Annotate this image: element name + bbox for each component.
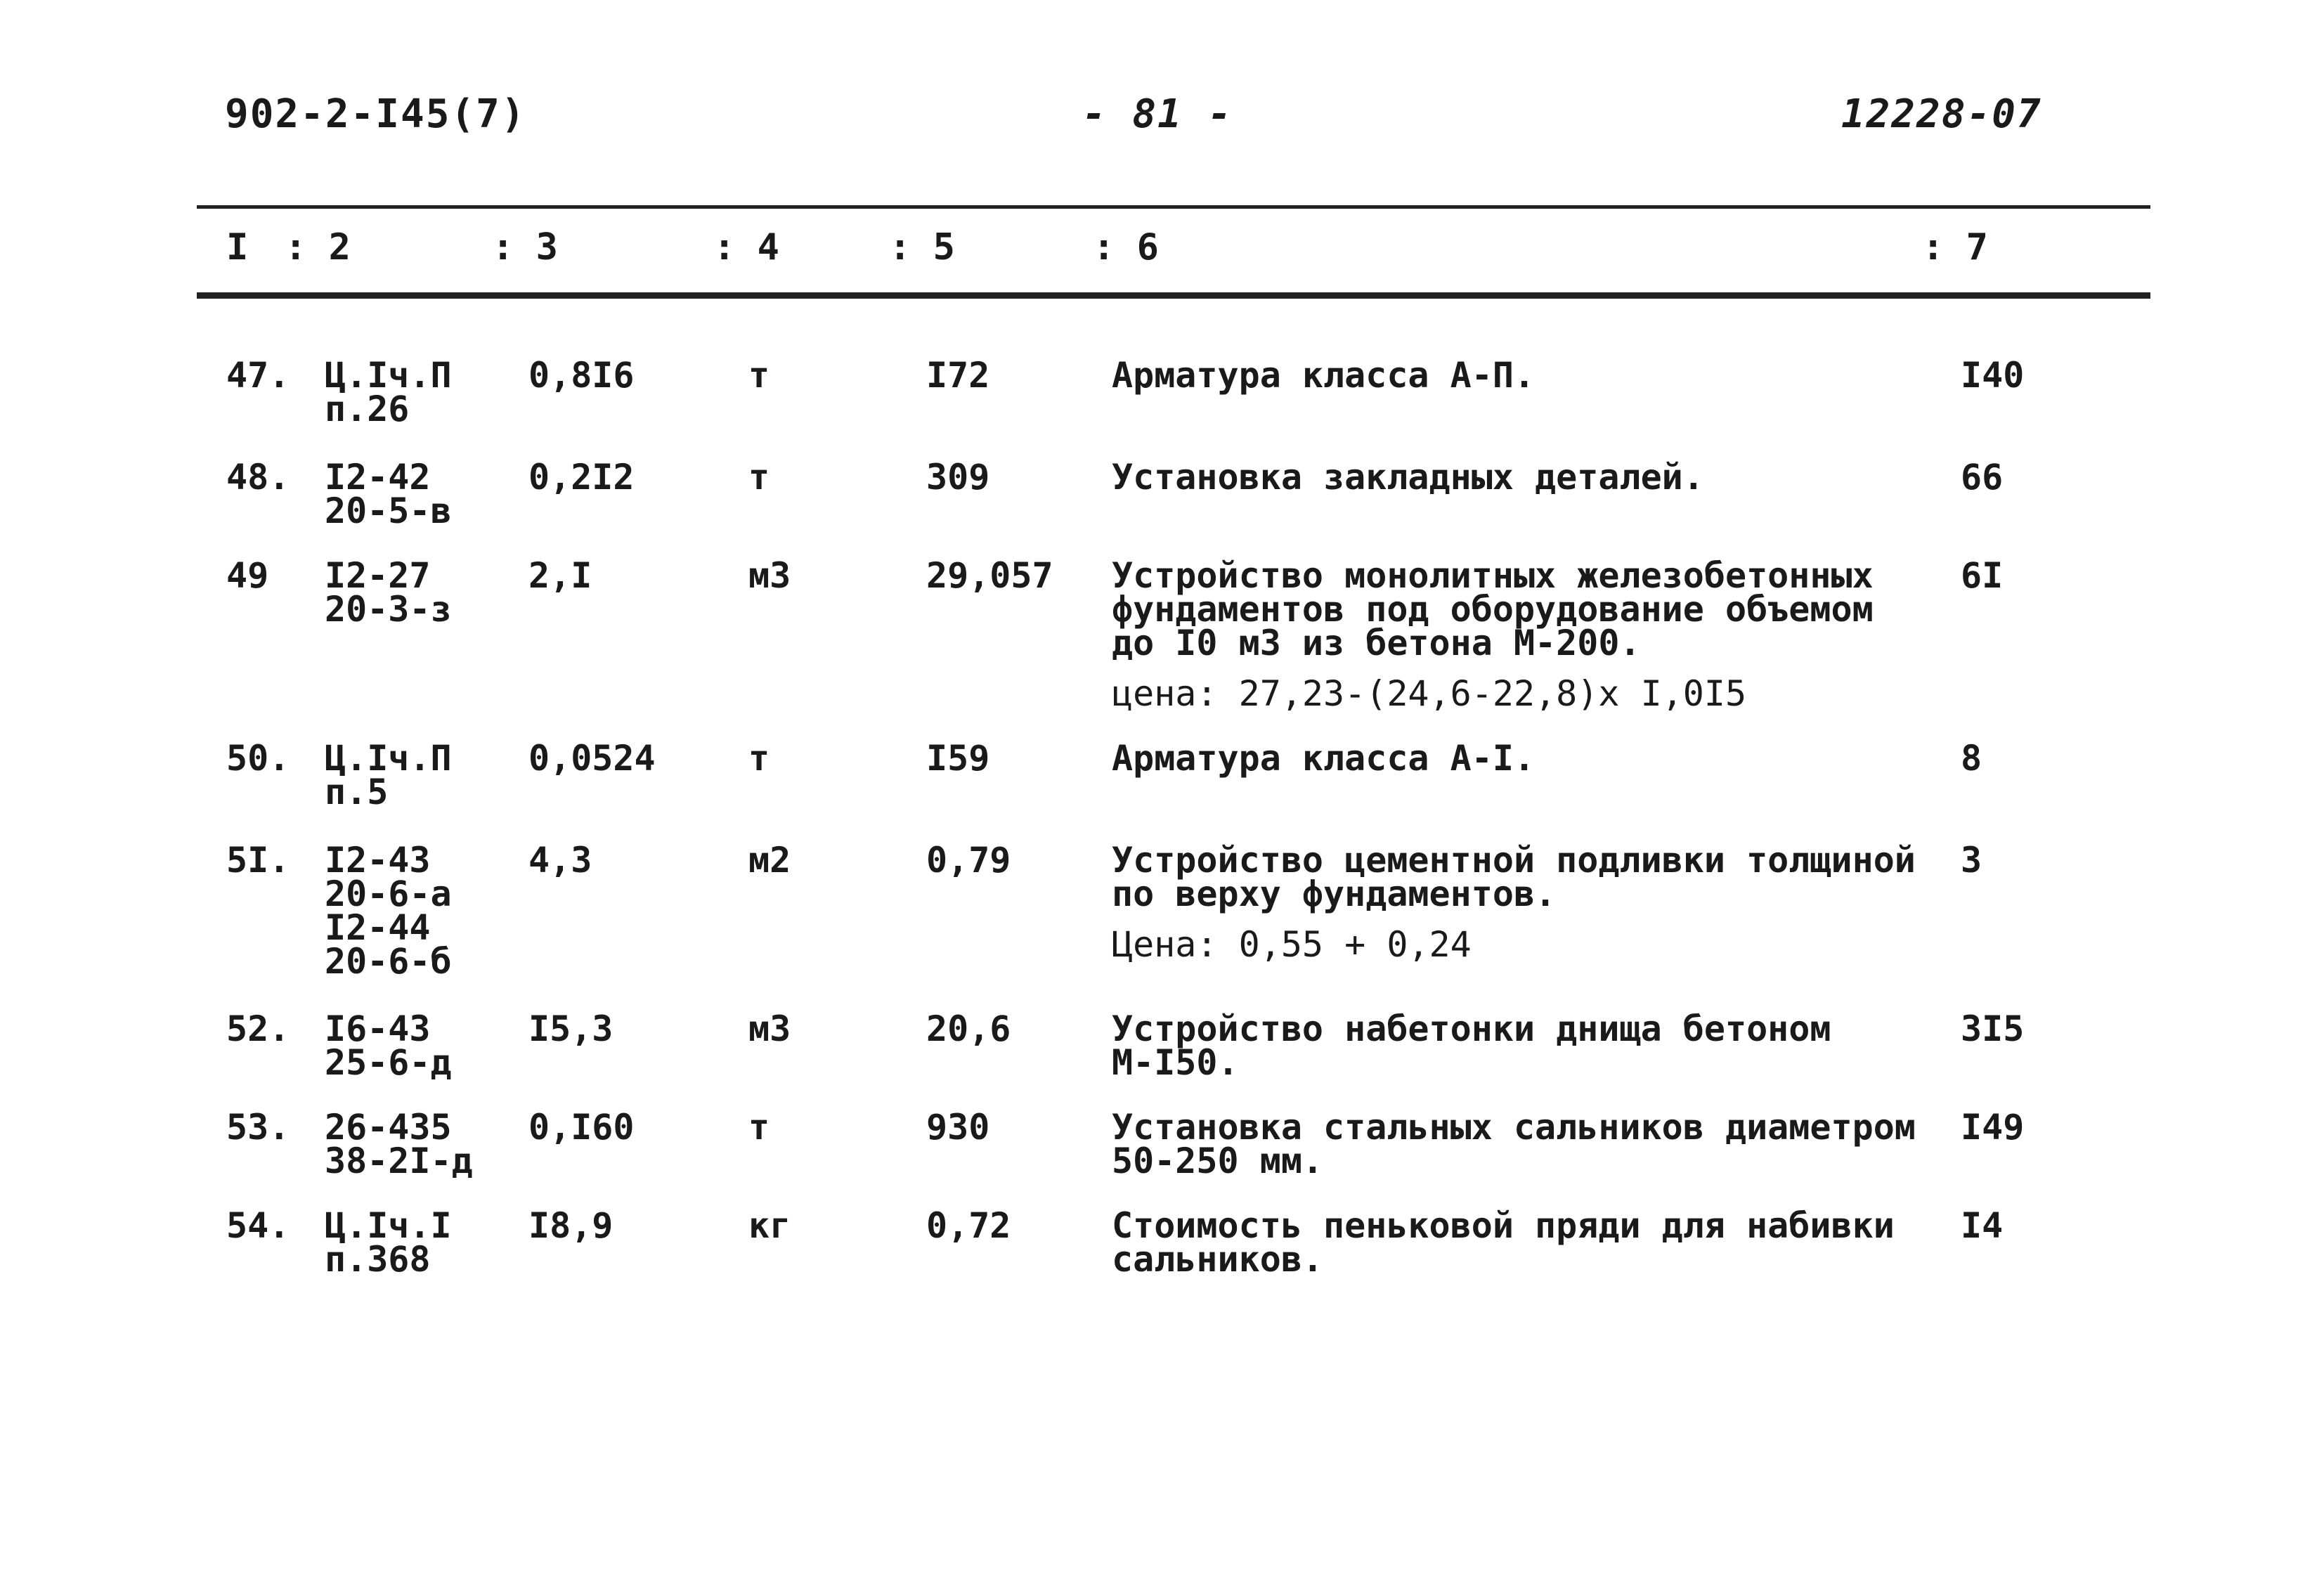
page-number: - 81 - <box>1082 91 1233 137</box>
quantity: 2,I <box>528 555 592 596</box>
unit-price: 930 <box>926 1107 990 1148</box>
column-header-3: : 3 <box>492 226 558 268</box>
quantity: 0,I60 <box>528 1107 635 1148</box>
description-line: Устройство набетонки днища бетоном <box>1112 1008 1831 1049</box>
row-number: 54. <box>226 1205 290 1246</box>
total-cost: 6I <box>1961 555 2004 596</box>
description-line: Устройство цементной подливки толщиной <box>1112 840 1916 881</box>
column-header-7: : 7 <box>1922 226 1988 268</box>
work-description <box>1112 738 1536 779</box>
norm-code-line: 38-2I-д <box>325 1141 473 1181</box>
price-note: цена: 27,23-(24,6-22,8)х I,0I5 <box>1112 673 1747 714</box>
unit-price: 309 <box>926 457 990 498</box>
unit-price: 20,6 <box>926 1008 1011 1049</box>
quantity: I5,3 <box>528 1008 614 1049</box>
description-line: Арматура класса А-П. <box>1112 355 1536 396</box>
quantity: I8,9 <box>528 1205 614 1246</box>
work-description <box>1112 355 1536 396</box>
unit-price: 29,057 <box>926 555 1053 596</box>
header-top-rule <box>197 205 2150 209</box>
norm-code-line: Ц.Iч.П <box>325 738 452 779</box>
norm-code <box>325 1008 452 1083</box>
column-header-4: : 4 <box>713 226 779 268</box>
norm-code-line: Ц.Iч.П <box>325 355 452 396</box>
document-number: 12228-07 <box>1841 91 2042 137</box>
norm-code-line: 26-435 <box>325 1107 452 1148</box>
description-line: по верху фундаментов. <box>1112 874 1557 914</box>
description-line: фундаментов под оборудование объемом <box>1112 589 1874 630</box>
norm-code-line: 20-3-з <box>325 589 452 630</box>
norm-code <box>325 555 452 630</box>
norm-code-line: 20-6-б <box>325 941 452 982</box>
norm-code-line: I2-27 <box>325 555 431 596</box>
unit: м2 <box>748 840 791 881</box>
column-header-5: : 5 <box>889 226 955 268</box>
header-bottom-rule <box>197 292 2150 299</box>
unit: м3 <box>748 1008 791 1049</box>
work-description <box>1112 1107 1916 1181</box>
work-description <box>1112 457 1704 498</box>
unit: кг <box>748 1205 791 1246</box>
total-cost: 3 <box>1961 840 1982 881</box>
quantity: 0,2I2 <box>528 457 635 498</box>
description-line: до I0 м3 из бетона М-200. <box>1112 623 1641 663</box>
norm-code-line: п.368 <box>325 1239 431 1280</box>
quantity: 0,0524 <box>528 738 656 779</box>
norm-code-line: 25-6-д <box>325 1042 452 1083</box>
column-header-2: : 2 <box>285 226 351 268</box>
unit: т <box>748 1107 770 1148</box>
row-number: 52. <box>226 1008 290 1049</box>
description-line: сальников. <box>1112 1239 1324 1280</box>
description-line: Устройство монолитных железобетонных <box>1112 555 1874 596</box>
unit: т <box>748 355 770 396</box>
total-cost: I40 <box>1961 355 2025 396</box>
description-line: 50-250 мм. <box>1112 1141 1324 1181</box>
norm-code-line: 20-6-а <box>325 874 452 914</box>
quantity: 0,8I6 <box>528 355 635 396</box>
description-line: Арматура класса А-I. <box>1112 738 1536 779</box>
norm-code <box>325 1205 452 1280</box>
row-number: 50. <box>226 738 290 779</box>
norm-code-line: I2-43 <box>325 840 431 881</box>
document-code: 902-2-I45(7) <box>225 91 526 137</box>
unit-price: 0,79 <box>926 840 1011 881</box>
row-number: 53. <box>226 1107 290 1148</box>
total-cost: 3I5 <box>1961 1008 2025 1049</box>
norm-code-line: I2-42 <box>325 457 431 498</box>
norm-code <box>325 738 452 812</box>
row-number: 49 <box>226 555 269 596</box>
column-header-6: : 6 <box>1093 226 1159 268</box>
work-description <box>1112 840 1916 965</box>
norm-code-line: I6-43 <box>325 1008 431 1049</box>
description-line: Установка стальных сальников диаметром <box>1112 1107 1916 1148</box>
unit: м3 <box>748 555 791 596</box>
norm-code-line: I2-44 <box>325 907 431 948</box>
norm-code <box>325 840 452 982</box>
unit-price: I59 <box>926 738 990 779</box>
unit: т <box>748 457 770 498</box>
norm-code <box>325 355 452 429</box>
norm-code-line: п.26 <box>325 389 410 429</box>
norm-code-line: п.5 <box>325 772 389 812</box>
description-line: Установка закладных деталей. <box>1112 457 1704 498</box>
unit-price: I72 <box>926 355 990 396</box>
description-line: М-I50. <box>1112 1042 1239 1083</box>
description-line: Стоимость пеньковой пряди для набивки <box>1112 1205 1895 1246</box>
unit-price: 0,72 <box>926 1205 1011 1246</box>
total-cost: 8 <box>1961 738 1982 779</box>
norm-code <box>325 457 452 531</box>
row-number: 47. <box>226 355 290 396</box>
norm-code-line: Ц.Iч.I <box>325 1205 452 1246</box>
work-description <box>1112 1008 1831 1083</box>
column-header-1: I <box>226 226 249 268</box>
norm-code <box>325 1107 473 1181</box>
work-description <box>1112 1205 1895 1280</box>
total-cost: I4 <box>1961 1205 2004 1246</box>
work-description <box>1112 555 1874 714</box>
total-cost: I49 <box>1961 1107 2025 1148</box>
row-number: 48. <box>226 457 290 498</box>
norm-code-line: 20-5-в <box>325 491 452 531</box>
total-cost: 66 <box>1961 457 2004 498</box>
unit: т <box>748 738 770 779</box>
row-number: 5I. <box>226 840 290 881</box>
quantity: 4,3 <box>528 840 592 881</box>
price-note: Цена: 0,55 + 0,24 <box>1112 924 1472 965</box>
